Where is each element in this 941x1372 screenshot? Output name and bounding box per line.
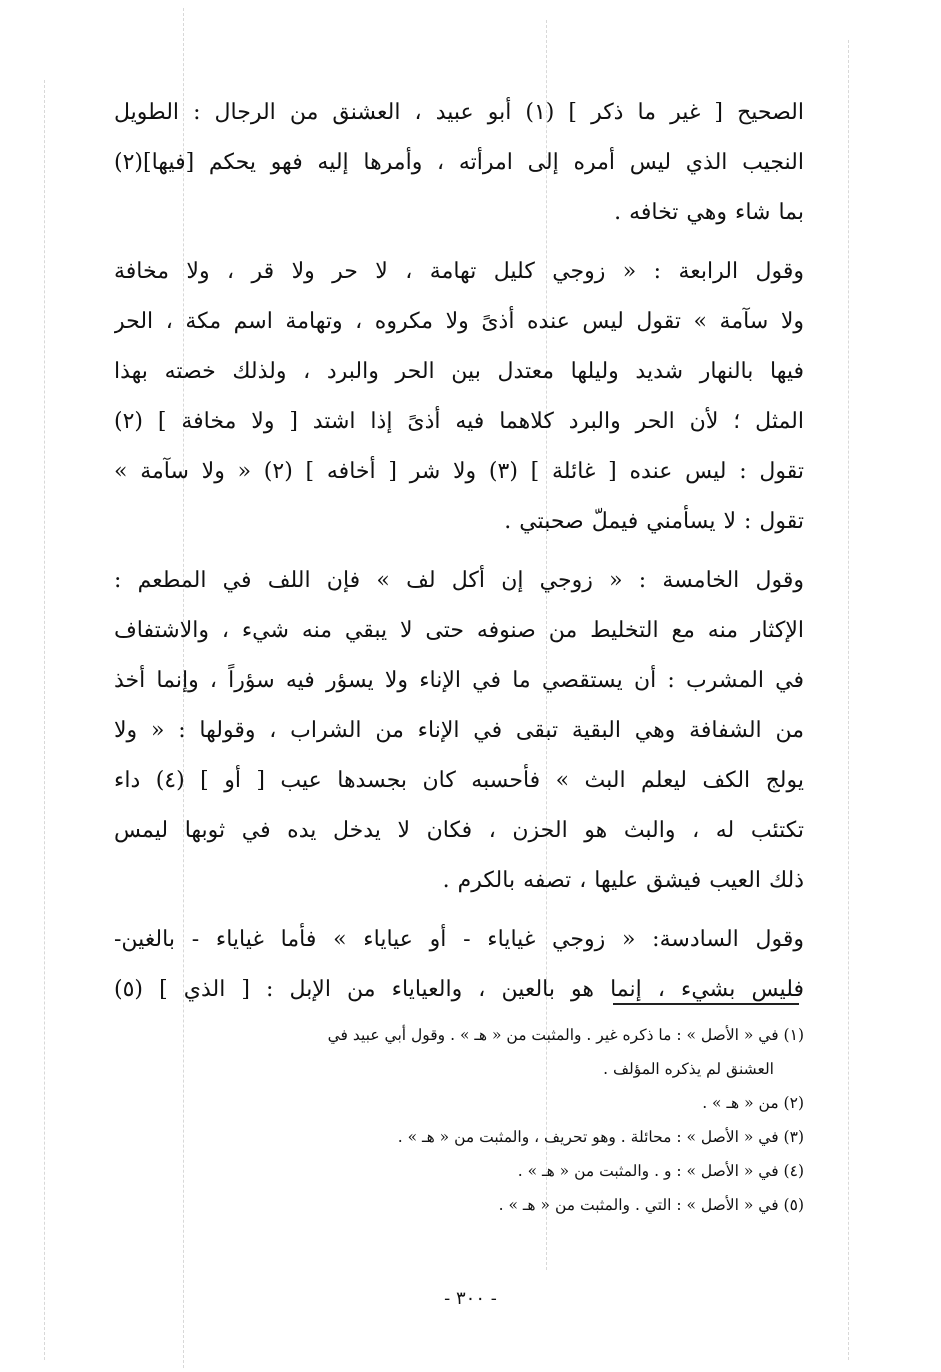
page-number: - ٣٠٠ - [444, 1288, 497, 1309]
paragraph [114, 88, 804, 238]
scan-artifact-line [848, 40, 849, 1360]
text-line: الصحيح [ غير ما ذكر ] (١) أبو عبيد ، العشنق من الرجال : الطويل [114, 100, 804, 125]
text-line: المثل ؛ لأن الحر والبرد كلاهما فيه أذىً إذا اشتد [ ولا مخافة ] (٢) [114, 409, 804, 434]
footnote-separator [613, 1003, 799, 1005]
text-line: وقول السادسة: « زوجي غياياء - أو عياياء » فأما غياياء - بالغين- [114, 927, 804, 952]
paragraph [114, 247, 804, 547]
paragraph [114, 915, 804, 1015]
footnote: (٤) في « الأصل » : و . والمثبت من « هـ » . [517, 1162, 804, 1180]
paragraph [114, 556, 804, 906]
text-line: بما شاء وهي تخافه . [614, 200, 804, 225]
footnote: (٢) من « هـ » . [702, 1094, 804, 1112]
text-line: وقول الخامسة : « زوجي إن أكل لف » فإن اللف في المطعم : [114, 568, 804, 593]
footnote: (٥) في « الأصل » : التي . والمثبت من « هـ » . [498, 1196, 804, 1214]
text-line: ذلك العيب فيشق عليها ، تصفه بالكرم . [442, 868, 804, 893]
text-line: في المشرب : أن يستقصي ما في الإناء ولا يسؤر فيه سؤراً ، وإنما أخذ [114, 668, 804, 693]
scan-artifact-line [44, 80, 45, 1360]
text-line: تقول : لا يسأمني فيملّ صحبتي . [504, 509, 804, 534]
text-line: الإكثار منه مع التخليط من صنوفه حتى لا يبقي منه شيء ، والاشتفاف [114, 618, 804, 643]
footnote: (٣) في « الأصل » : محائلة . وهو تحريف ، والمثبت من « هـ » . [397, 1128, 804, 1146]
text-line: فيها بالنهار شديد وليلها معتدل بين الحر والبرد ، ولذلك خصته بهذا [114, 359, 804, 384]
text-line: فليس بشيء ، إنما هو بالعين ، والعياياء من الإبل : [ الذي ] (٥) [114, 977, 804, 1002]
footnote: (١) في « الأصل » : ما ذكره غير . والمثبت من « هـ » . وقول أبي عبيد في [327, 1026, 804, 1044]
text-line: من الشفافة وهي البقية تبقى في الإناء من الشراب ، وقولها : « ولا [114, 718, 804, 743]
text-line: يولج الكف ليعلم البث » فأحسبه كان بجسدها عيب [ أو ] (٤) داء [114, 768, 804, 793]
text-line: وقول الرابعة : « زوجي كليل تهامة ، لا حر ولا قر ، ولا مخافة [114, 259, 804, 284]
footnote-continuation: العشنق لم يذكره المؤلف . [603, 1060, 774, 1078]
footnotes [114, 1018, 804, 1222]
text-line: ولا سآمة » تقول ليس عنده أذىً ولا مكروه ، وتهامة اسم مكة ، الحر [114, 309, 804, 334]
text-line: النجيب الذي ليس أمره إلى امرأته ، وأمرها إليه فهو يحكم [فيها](٢) [114, 150, 804, 175]
main-text-body [114, 88, 804, 1015]
text-line: تقول : ليس عنده [ غائلة ] (٣) ولا شر [ أخافه ] (٢) « ولا سآمة » [114, 459, 804, 484]
text-line: تكتئب له ، والبث هو الحزن ، فكان لا يدخل يده في ثوبها ليمس [114, 818, 804, 843]
